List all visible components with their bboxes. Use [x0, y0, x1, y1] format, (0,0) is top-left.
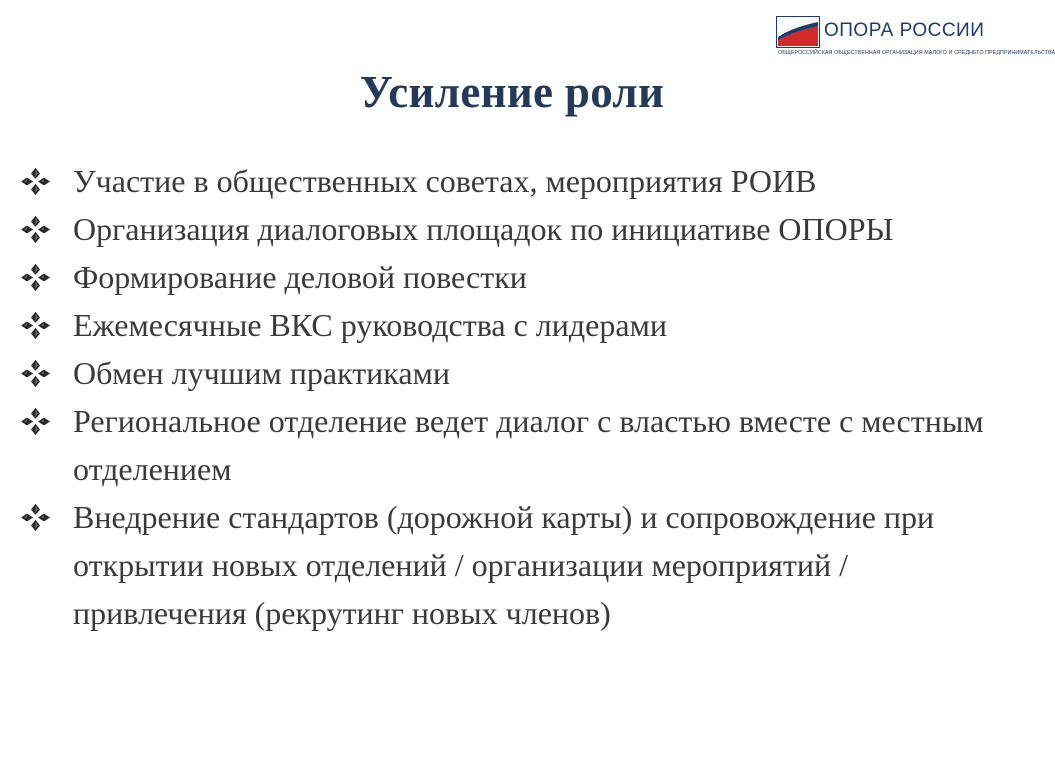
slide-title: Усиление роли — [359, 67, 665, 117]
bullet-item — [20, 205, 1010, 253]
bullet-text: Региональное отделение ведет диалог с властью вместе с местным отделением — [73, 403, 984, 487]
bullet-text: Организация диалоговых площадок по инициативе ОПОРЫ — [73, 211, 894, 247]
logo-name: ОПОРА РОССИИ — [824, 20, 985, 41]
diamond-bullet-icon — [20, 359, 51, 388]
flag-logo-icon — [776, 16, 820, 48]
logo-subtitle: ОБЩЕРОССИЙСКАЯ ОБЩЕСТВЕННАЯ ОРГАНИЗАЦИЯ МАЛОГО И СРЕДНЕГО ПРЕДПРИНИМАТЕЛЬСТВА — [778, 50, 1055, 56]
bullet-item — [20, 157, 1010, 205]
bullet-text: Ежемесячные ВКС руководства с лидерами — [73, 307, 667, 343]
diamond-bullet-icon — [20, 407, 51, 436]
bullet-item — [20, 253, 1010, 301]
bullet-text: Обмен лучшим практиками — [73, 355, 450, 391]
diamond-bullet-icon — [20, 263, 51, 292]
diamond-bullet-icon — [20, 167, 51, 196]
diamond-bullet-icon — [20, 311, 51, 340]
opora-logo — [776, 14, 1055, 60]
bullet-item — [20, 301, 1010, 349]
bullet-item — [20, 349, 1010, 397]
bullet-item — [20, 397, 1010, 493]
diamond-bullet-icon — [20, 215, 51, 244]
bullet-text: Внедрение стандартов (дорожной карты) и сопровождение при открытии новых отделений / организации мероприятий / привлечения (рекрутинг новых членов) — [73, 499, 935, 631]
bullet-text: Участие в общественных советах, мероприятия РОИВ — [73, 163, 817, 199]
bullet-item — [20, 493, 1010, 637]
diamond-bullet-icon — [20, 503, 51, 532]
bullet-list — [20, 157, 1010, 637]
bullet-text: Формирование деловой повестки — [73, 259, 527, 295]
